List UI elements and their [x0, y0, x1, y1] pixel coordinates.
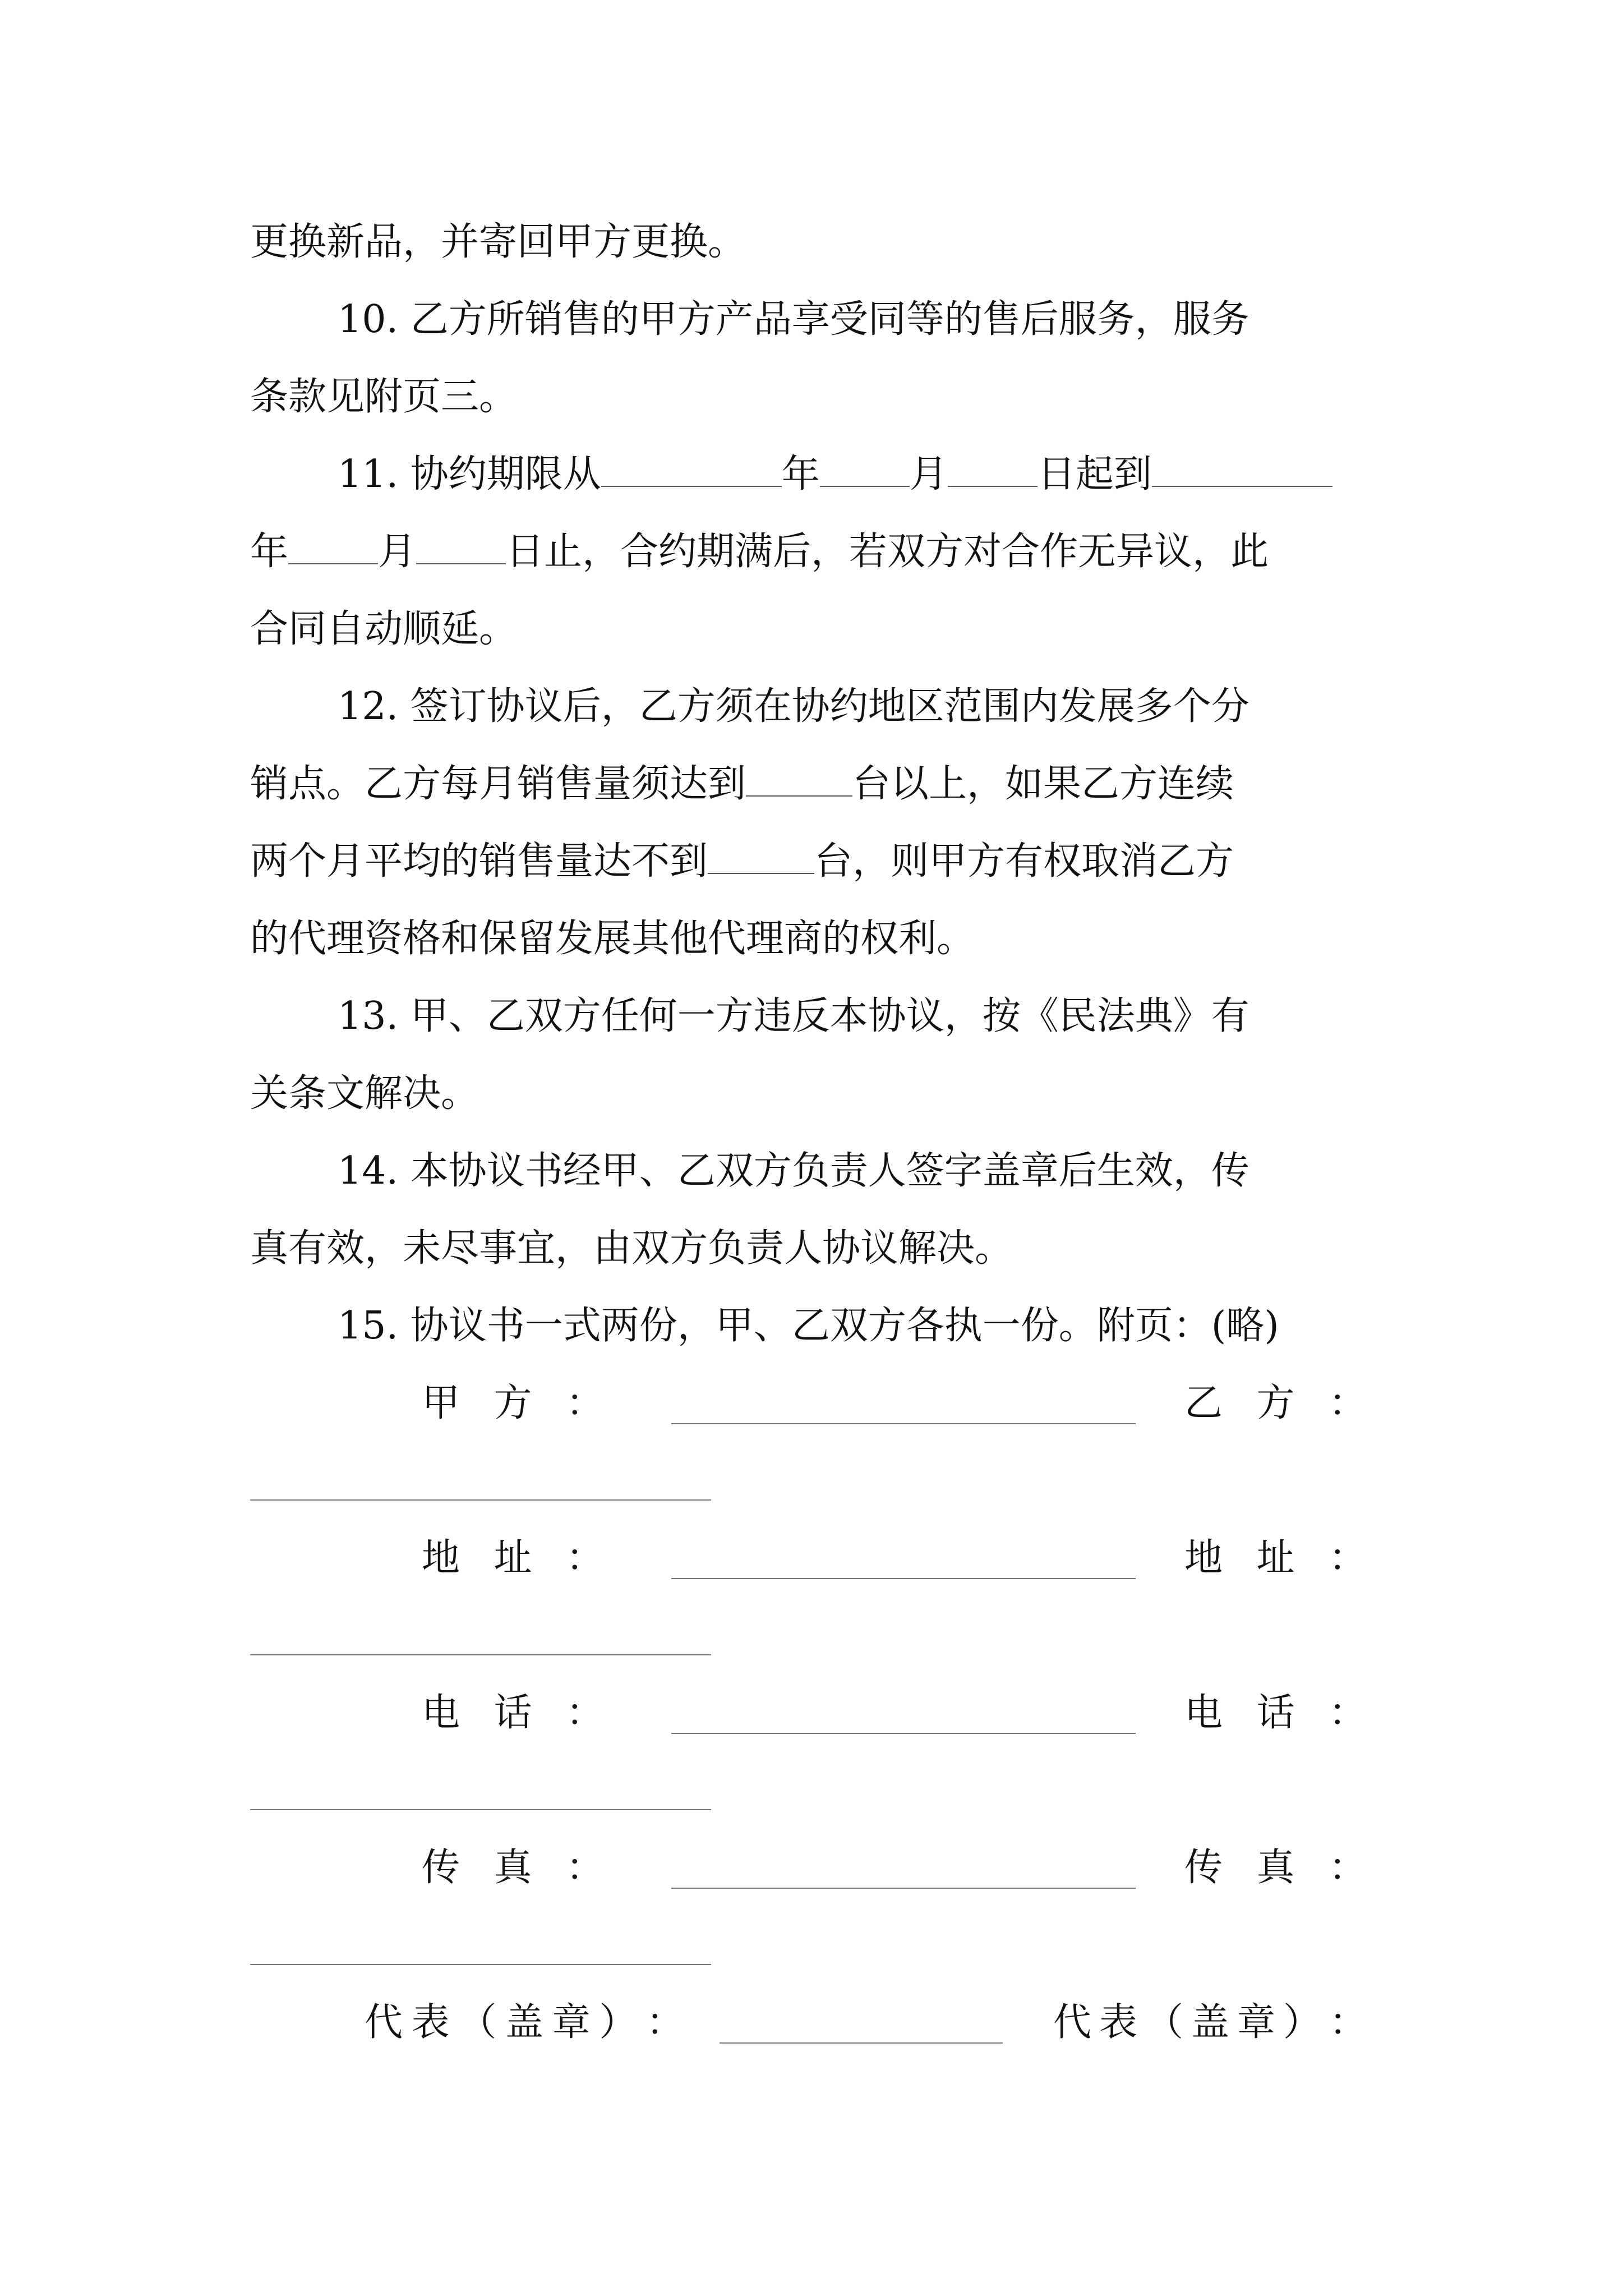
label-char: ： — [565, 1536, 604, 1580]
party-b-label — [1184, 1381, 1367, 1425]
end-year-blank[interactable] — [1152, 486, 1332, 487]
label-char: ： — [1328, 1381, 1367, 1425]
label-char: 传 — [422, 1846, 460, 1890]
label-char: （ — [458, 2000, 497, 2045]
party-a-field[interactable] — [671, 1423, 1136, 1424]
monthly-sales-blank[interactable] — [746, 795, 852, 797]
clause-14-line-2: 真有效，未尽事宜，由双方负责人协议解决。 — [250, 1226, 1013, 1271]
party-b-field[interactable] — [250, 1499, 711, 1501]
label-char: 盖 — [505, 2000, 543, 2045]
label-char: 电 — [1184, 1691, 1223, 1735]
start-year-blank[interactable] — [601, 486, 782, 487]
clause-9-continuation: 更换新品，并寄回甲方更换。 — [250, 220, 746, 264]
end-text: 日止，合约期满后，若双方对合作无异议，此 — [506, 530, 1269, 574]
label-char: 地 — [422, 1536, 460, 1580]
month-label: 月 — [378, 530, 417, 574]
month-label: 月 — [909, 452, 948, 496]
party-b-address-label — [1184, 1536, 1367, 1580]
clause-13-line-2: 关条文解决。 — [250, 1071, 479, 1116]
average-sales-text: 两个月平均的销售量达不到 — [250, 839, 708, 884]
clause-11-label: 11. 协约期限从 — [338, 452, 601, 496]
label-char: 代 — [365, 2000, 403, 2045]
party-a-label — [422, 1381, 604, 1425]
party-a-phone-field[interactable] — [671, 1733, 1136, 1734]
label-char: ： — [565, 1381, 604, 1425]
clause-12-line-2 — [250, 762, 1234, 806]
clause-13-line-1: 13. 甲、乙双方任何一方违反本协议，按《民法典》有 — [338, 994, 1249, 1038]
label-char: 乙 — [1184, 1381, 1223, 1425]
clause-12-line-4: 的代理资格和保留发展其他代理商的权利。 — [250, 917, 975, 961]
label-char: 章 — [552, 2000, 591, 2045]
label-char: 表 — [411, 2000, 450, 2045]
label-char: 表 — [1099, 2000, 1137, 2045]
party-a-representative-label — [365, 2000, 684, 2045]
party-b-phone-label — [1184, 1691, 1367, 1735]
label-char: 话 — [1256, 1691, 1295, 1735]
party-b-fax-field[interactable] — [250, 1964, 711, 1965]
label-char: ： — [1328, 1536, 1367, 1580]
label-char: 方 — [1256, 1381, 1295, 1425]
party-a-phone-label — [422, 1691, 604, 1735]
label-char: ： — [645, 2000, 684, 2045]
year-label: 年 — [250, 530, 289, 574]
party-b-fax-label — [1184, 1846, 1367, 1890]
clause-15-line-1: 15. 协议书一式两份，甲、乙双方各执一份。附页：(略) — [338, 1304, 1279, 1348]
party-a-address-field[interactable] — [671, 1578, 1136, 1579]
clause-11-line-1 — [338, 452, 1332, 496]
label-char: ： — [1328, 1691, 1367, 1735]
party-b-phone-field[interactable] — [250, 1809, 711, 1810]
label-char: ： — [565, 1691, 604, 1735]
party-a-fax-label — [422, 1846, 604, 1890]
label-char: 话 — [494, 1691, 532, 1735]
clause-12-line-1: 12. 签订协议后，乙方须在协约地区范围内发展多个分 — [338, 684, 1249, 729]
label-char: （ — [1145, 2000, 1183, 2045]
start-month-blank[interactable] — [820, 486, 910, 487]
label-char: 址 — [1256, 1536, 1295, 1580]
label-char: ： — [1329, 2000, 1367, 2045]
label-char: 盖 — [1191, 2000, 1229, 2045]
clause-14-line-1: 14. 本协议书经甲、乙双方负责人签字盖章后生效，传 — [338, 1149, 1249, 1193]
label-char: 方 — [494, 1381, 532, 1425]
label-char: 甲 — [422, 1381, 460, 1425]
label-char: 址 — [494, 1536, 532, 1580]
label-char: ） — [1283, 2000, 1321, 2045]
average-sales-text-2: 台，则甲方有权取消乙方 — [814, 839, 1234, 884]
average-sales-blank[interactable] — [708, 873, 814, 874]
label-char: ： — [1328, 1846, 1367, 1890]
year-label: 年 — [781, 452, 820, 496]
monthly-sales-text-2: 台以上，如果乙方连续 — [852, 762, 1234, 806]
label-char: 代 — [1053, 2000, 1092, 2045]
label-char: ） — [599, 2000, 638, 2045]
party-a-fax-field[interactable] — [671, 1888, 1136, 1889]
end-month-blank[interactable] — [288, 563, 378, 564]
label-char: 真 — [1256, 1846, 1295, 1890]
label-char: 章 — [1237, 2000, 1275, 2045]
start-day-blank[interactable] — [948, 486, 1038, 487]
end-day-blank[interactable] — [416, 563, 506, 564]
party-b-address-field[interactable] — [250, 1654, 711, 1655]
label-char: 地 — [1184, 1536, 1223, 1580]
clause-11-line-3: 合同自动顺延。 — [250, 607, 518, 651]
clause-10-line-1: 10. 乙方所销售的甲方产品享受同等的售后服务，服务 — [338, 297, 1249, 342]
party-a-representative-field[interactable] — [720, 2042, 1003, 2044]
clause-10-line-2: 条款见附页三。 — [250, 375, 518, 419]
clause-11-line-2 — [250, 530, 1269, 574]
label-char: 电 — [422, 1691, 460, 1735]
party-a-address-label — [422, 1536, 604, 1580]
clause-12-line-3 — [250, 839, 1234, 884]
label-char: 传 — [1184, 1846, 1223, 1890]
label-char: ： — [565, 1846, 604, 1890]
monthly-sales-text: 销点。乙方每月销售量须达到 — [250, 762, 746, 806]
start-text: 日起到 — [1037, 452, 1152, 496]
party-b-representative-label — [1053, 2000, 1367, 2045]
label-char: 真 — [494, 1846, 532, 1890]
